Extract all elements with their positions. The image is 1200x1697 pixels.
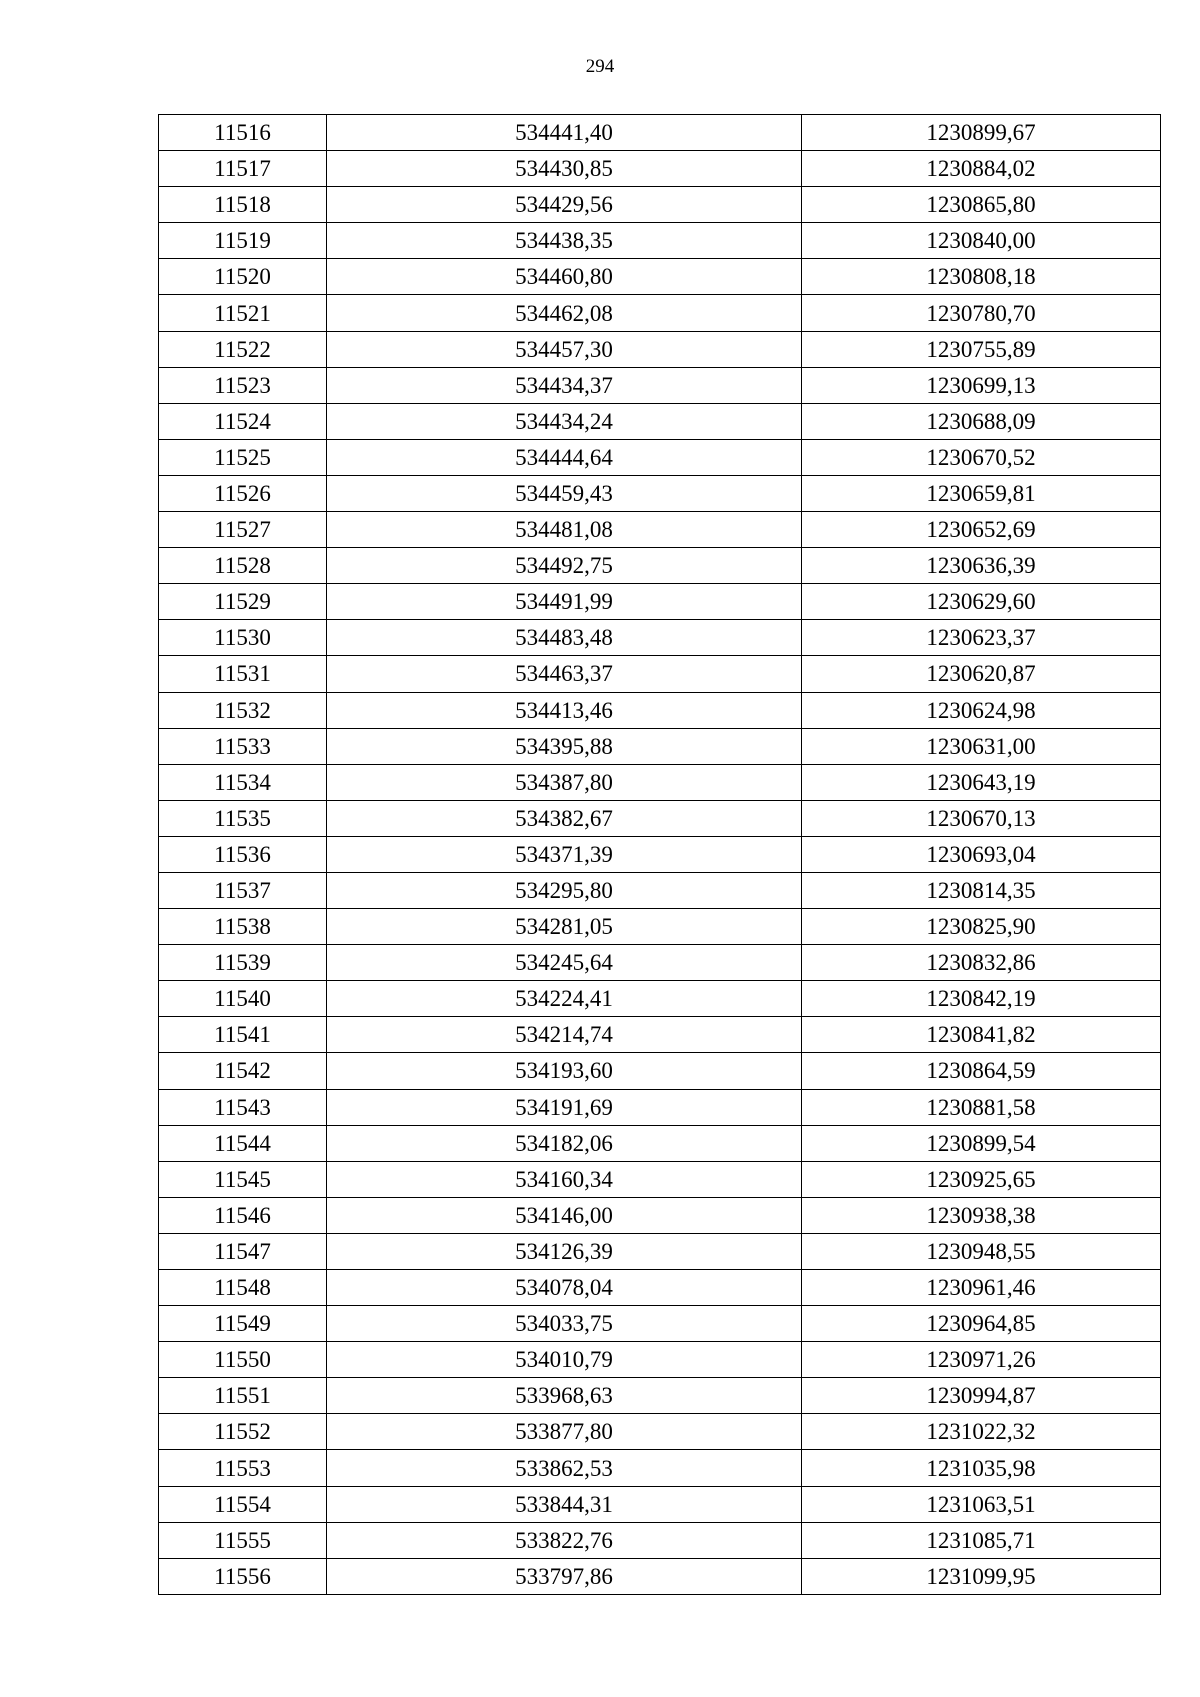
table-row <box>159 1233 1161 1269</box>
table-row <box>159 295 1161 331</box>
y-coordinate-cell: 1230808,18 <box>802 259 1161 295</box>
point-number-cell: 11549 <box>159 1306 327 1342</box>
point-number-cell: 11534 <box>159 764 327 800</box>
table-row <box>159 764 1161 800</box>
table-row <box>159 403 1161 439</box>
x-coordinate-cell: 534395,88 <box>327 728 802 764</box>
table-row <box>159 692 1161 728</box>
y-coordinate-cell: 1230825,90 <box>802 909 1161 945</box>
table-row <box>159 909 1161 945</box>
point-number-cell: 11517 <box>159 151 327 187</box>
x-coordinate-cell: 534430,85 <box>327 151 802 187</box>
x-coordinate-cell: 534438,35 <box>327 223 802 259</box>
x-coordinate-cell: 534434,37 <box>327 367 802 403</box>
y-coordinate-cell: 1230864,59 <box>802 1053 1161 1089</box>
table-row <box>159 331 1161 367</box>
y-coordinate-cell: 1230780,70 <box>802 295 1161 331</box>
x-coordinate-cell: 533862,53 <box>327 1450 802 1486</box>
point-number-cell: 11541 <box>159 1017 327 1053</box>
table-row <box>159 981 1161 1017</box>
x-coordinate-cell: 534281,05 <box>327 909 802 945</box>
y-coordinate-cell: 1230624,98 <box>802 692 1161 728</box>
point-number-cell: 11552 <box>159 1414 327 1450</box>
point-number-cell: 11544 <box>159 1125 327 1161</box>
y-coordinate-cell: 1230884,02 <box>802 151 1161 187</box>
x-coordinate-cell: 533877,80 <box>327 1414 802 1450</box>
y-coordinate-cell: 1230899,67 <box>802 115 1161 151</box>
table-row <box>159 728 1161 764</box>
point-number-cell: 11525 <box>159 439 327 475</box>
table-row <box>159 1053 1161 1089</box>
point-number-cell: 11532 <box>159 692 327 728</box>
table-row <box>159 1161 1161 1197</box>
x-coordinate-cell: 534481,08 <box>327 512 802 548</box>
y-coordinate-cell: 1230670,52 <box>802 439 1161 475</box>
table-row <box>159 584 1161 620</box>
point-number-cell: 11545 <box>159 1161 327 1197</box>
table-row <box>159 1306 1161 1342</box>
point-number-cell: 11543 <box>159 1089 327 1125</box>
table-row <box>159 1342 1161 1378</box>
x-coordinate-cell: 533844,31 <box>327 1486 802 1522</box>
table-row <box>159 1558 1161 1594</box>
y-coordinate-cell: 1230643,19 <box>802 764 1161 800</box>
table-row <box>159 259 1161 295</box>
y-coordinate-cell: 1230865,80 <box>802 187 1161 223</box>
point-number-cell: 11516 <box>159 115 327 151</box>
y-coordinate-cell: 1230961,46 <box>802 1270 1161 1306</box>
y-coordinate-cell: 1230699,13 <box>802 367 1161 403</box>
x-coordinate-cell: 534460,80 <box>327 259 802 295</box>
point-number-cell: 11540 <box>159 981 327 1017</box>
point-number-cell: 11553 <box>159 1450 327 1486</box>
point-number-cell: 11546 <box>159 1197 327 1233</box>
coordinates-table <box>158 114 1161 1595</box>
table-row <box>159 151 1161 187</box>
y-coordinate-cell: 1230620,87 <box>802 656 1161 692</box>
coordinates-table-body <box>159 115 1161 1595</box>
y-coordinate-cell: 1230631,00 <box>802 728 1161 764</box>
y-coordinate-cell: 1230659,81 <box>802 475 1161 511</box>
point-number-cell: 11530 <box>159 620 327 656</box>
x-coordinate-cell: 534160,34 <box>327 1161 802 1197</box>
x-coordinate-cell: 534492,75 <box>327 548 802 584</box>
y-coordinate-cell: 1230841,82 <box>802 1017 1161 1053</box>
point-number-cell: 11551 <box>159 1378 327 1414</box>
y-coordinate-cell: 1230948,55 <box>802 1233 1161 1269</box>
table-row <box>159 1486 1161 1522</box>
point-number-cell: 11520 <box>159 259 327 295</box>
table-row <box>159 223 1161 259</box>
table-row <box>159 1522 1161 1558</box>
table-row <box>159 1089 1161 1125</box>
point-number-cell: 11527 <box>159 512 327 548</box>
y-coordinate-cell: 1230623,37 <box>802 620 1161 656</box>
table-row <box>159 367 1161 403</box>
x-coordinate-cell: 534429,56 <box>327 187 802 223</box>
point-number-cell: 11526 <box>159 475 327 511</box>
point-number-cell: 11528 <box>159 548 327 584</box>
point-number-cell: 11547 <box>159 1233 327 1269</box>
x-coordinate-cell: 534491,99 <box>327 584 802 620</box>
point-number-cell: 11519 <box>159 223 327 259</box>
x-coordinate-cell: 534010,79 <box>327 1342 802 1378</box>
x-coordinate-cell: 534126,39 <box>327 1233 802 1269</box>
table-row <box>159 1197 1161 1233</box>
y-coordinate-cell: 1230964,85 <box>802 1306 1161 1342</box>
x-coordinate-cell: 534193,60 <box>327 1053 802 1089</box>
point-number-cell: 11554 <box>159 1486 327 1522</box>
x-coordinate-cell: 534457,30 <box>327 331 802 367</box>
page-number: 294 <box>585 56 615 77</box>
table-row <box>159 439 1161 475</box>
table-row <box>159 1378 1161 1414</box>
table-row <box>159 115 1161 151</box>
table-row <box>159 1450 1161 1486</box>
point-number-cell: 11556 <box>159 1558 327 1594</box>
table-row <box>159 187 1161 223</box>
y-coordinate-cell: 1231063,51 <box>802 1486 1161 1522</box>
point-number-cell: 11531 <box>159 656 327 692</box>
y-coordinate-cell: 1230938,38 <box>802 1197 1161 1233</box>
point-number-cell: 11550 <box>159 1342 327 1378</box>
point-number-cell: 11529 <box>159 584 327 620</box>
y-coordinate-cell: 1230652,69 <box>802 512 1161 548</box>
y-coordinate-cell: 1230688,09 <box>802 403 1161 439</box>
x-coordinate-cell: 533968,63 <box>327 1378 802 1414</box>
x-coordinate-cell: 534182,06 <box>327 1125 802 1161</box>
x-coordinate-cell: 534078,04 <box>327 1270 802 1306</box>
x-coordinate-cell: 534033,75 <box>327 1306 802 1342</box>
table-row <box>159 512 1161 548</box>
x-coordinate-cell: 534434,24 <box>327 403 802 439</box>
y-coordinate-cell: 1230842,19 <box>802 981 1161 1017</box>
y-coordinate-cell: 1231022,32 <box>802 1414 1161 1450</box>
y-coordinate-cell: 1230971,26 <box>802 1342 1161 1378</box>
x-coordinate-cell: 533822,76 <box>327 1522 802 1558</box>
y-coordinate-cell: 1230636,39 <box>802 548 1161 584</box>
x-coordinate-cell: 534146,00 <box>327 1197 802 1233</box>
y-coordinate-cell: 1230881,58 <box>802 1089 1161 1125</box>
point-number-cell: 11518 <box>159 187 327 223</box>
x-coordinate-cell: 534382,67 <box>327 800 802 836</box>
point-number-cell: 11555 <box>159 1522 327 1558</box>
table-row <box>159 1017 1161 1053</box>
point-number-cell: 11522 <box>159 331 327 367</box>
point-number-cell: 11548 <box>159 1270 327 1306</box>
x-coordinate-cell: 534371,39 <box>327 836 802 872</box>
x-coordinate-cell: 533797,86 <box>327 1558 802 1594</box>
table-row <box>159 620 1161 656</box>
x-coordinate-cell: 534483,48 <box>327 620 802 656</box>
y-coordinate-cell: 1231099,95 <box>802 1558 1161 1594</box>
point-number-cell: 11524 <box>159 403 327 439</box>
table-row <box>159 656 1161 692</box>
y-coordinate-cell: 1231035,98 <box>802 1450 1161 1486</box>
point-number-cell: 11533 <box>159 728 327 764</box>
point-number-cell: 11535 <box>159 800 327 836</box>
table-row <box>159 1414 1161 1450</box>
y-coordinate-cell: 1230629,60 <box>802 584 1161 620</box>
point-number-cell: 11539 <box>159 945 327 981</box>
x-coordinate-cell: 534462,08 <box>327 295 802 331</box>
table-row <box>159 1125 1161 1161</box>
x-coordinate-cell: 534463,37 <box>327 656 802 692</box>
x-coordinate-cell: 534224,41 <box>327 981 802 1017</box>
x-coordinate-cell: 534214,74 <box>327 1017 802 1053</box>
point-number-cell: 11538 <box>159 909 327 945</box>
table-row <box>159 872 1161 908</box>
table-row <box>159 800 1161 836</box>
table-row <box>159 475 1161 511</box>
x-coordinate-cell: 534295,80 <box>327 872 802 908</box>
point-number-cell: 11523 <box>159 367 327 403</box>
y-coordinate-cell: 1230832,86 <box>802 945 1161 981</box>
x-coordinate-cell: 534459,43 <box>327 475 802 511</box>
x-coordinate-cell: 534413,46 <box>327 692 802 728</box>
y-coordinate-cell: 1231085,71 <box>802 1522 1161 1558</box>
y-coordinate-cell: 1230899,54 <box>802 1125 1161 1161</box>
y-coordinate-cell: 1230670,13 <box>802 800 1161 836</box>
point-number-cell: 11537 <box>159 872 327 908</box>
point-number-cell: 11542 <box>159 1053 327 1089</box>
table-row <box>159 836 1161 872</box>
y-coordinate-cell: 1230925,65 <box>802 1161 1161 1197</box>
x-coordinate-cell: 534387,80 <box>327 764 802 800</box>
x-coordinate-cell: 534441,40 <box>327 115 802 151</box>
x-coordinate-cell: 534444,64 <box>327 439 802 475</box>
y-coordinate-cell: 1230755,89 <box>802 331 1161 367</box>
x-coordinate-cell: 534245,64 <box>327 945 802 981</box>
table-row <box>159 945 1161 981</box>
point-number-cell: 11521 <box>159 295 327 331</box>
table-row <box>159 548 1161 584</box>
y-coordinate-cell: 1230840,00 <box>802 223 1161 259</box>
point-number-cell: 11536 <box>159 836 327 872</box>
y-coordinate-cell: 1230814,35 <box>802 872 1161 908</box>
y-coordinate-cell: 1230693,04 <box>802 836 1161 872</box>
x-coordinate-cell: 534191,69 <box>327 1089 802 1125</box>
y-coordinate-cell: 1230994,87 <box>802 1378 1161 1414</box>
table-row <box>159 1270 1161 1306</box>
